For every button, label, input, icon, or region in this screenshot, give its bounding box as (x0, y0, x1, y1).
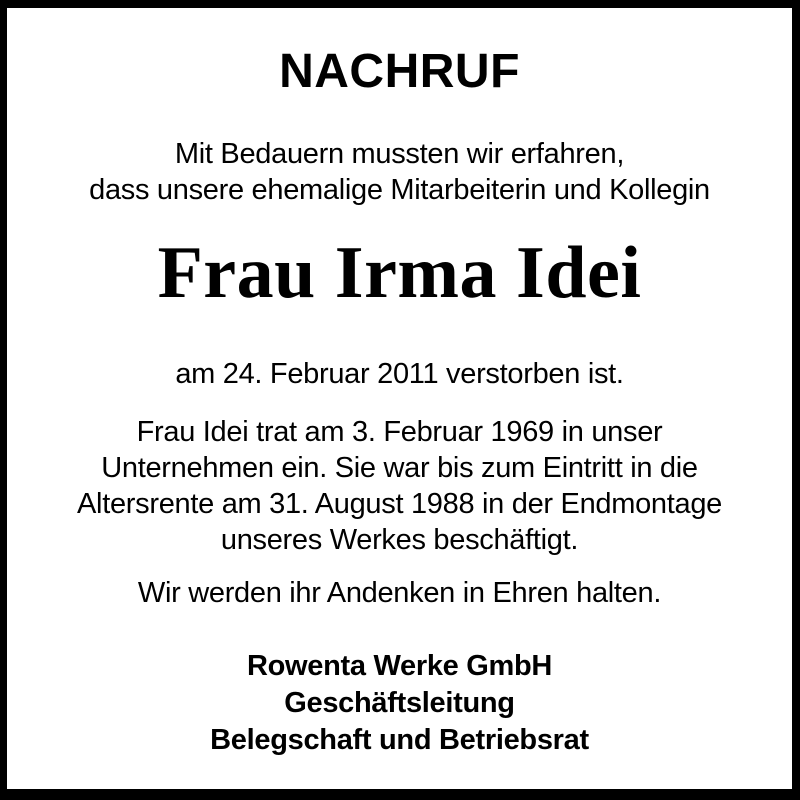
signature-staff: Belegschaft und Betriebsrat (210, 723, 589, 756)
intro-line-1: Mit Bedauern mussten wir erfahren, (174, 137, 625, 170)
signature-block (7, 648, 792, 759)
notice-title: NACHRUF (279, 45, 520, 98)
career-line-3: Altersrente am 31. August 1988 in der Endmontage (77, 487, 722, 520)
intro-line-2: dass unsere ehemalige Mitarbeiterin und Kollegin (89, 173, 710, 206)
career-line-1: Frau Idei trat am 3. Februar 1969 in unser (136, 415, 663, 448)
obituary-notice (7, 8, 792, 789)
career-paragraph (7, 414, 792, 558)
career-line-4: unseres Werkes beschäftigt. (220, 523, 579, 556)
deceased-name: Frau Irma Idei (157, 231, 642, 314)
remembrance-line: Wir werden ihr Andenken in Ehren halten. (137, 576, 662, 609)
career-line-2: Unternehmen ein. Sie war bis zum Eintritt in die (101, 451, 698, 484)
death-date-line: am 24. Februar 2011 verstorben ist. (175, 357, 624, 390)
signature-management: Geschäftsleitung (284, 686, 515, 719)
signature-company: Rowenta Werke GmbH (246, 649, 553, 682)
intro-paragraph (7, 136, 792, 208)
